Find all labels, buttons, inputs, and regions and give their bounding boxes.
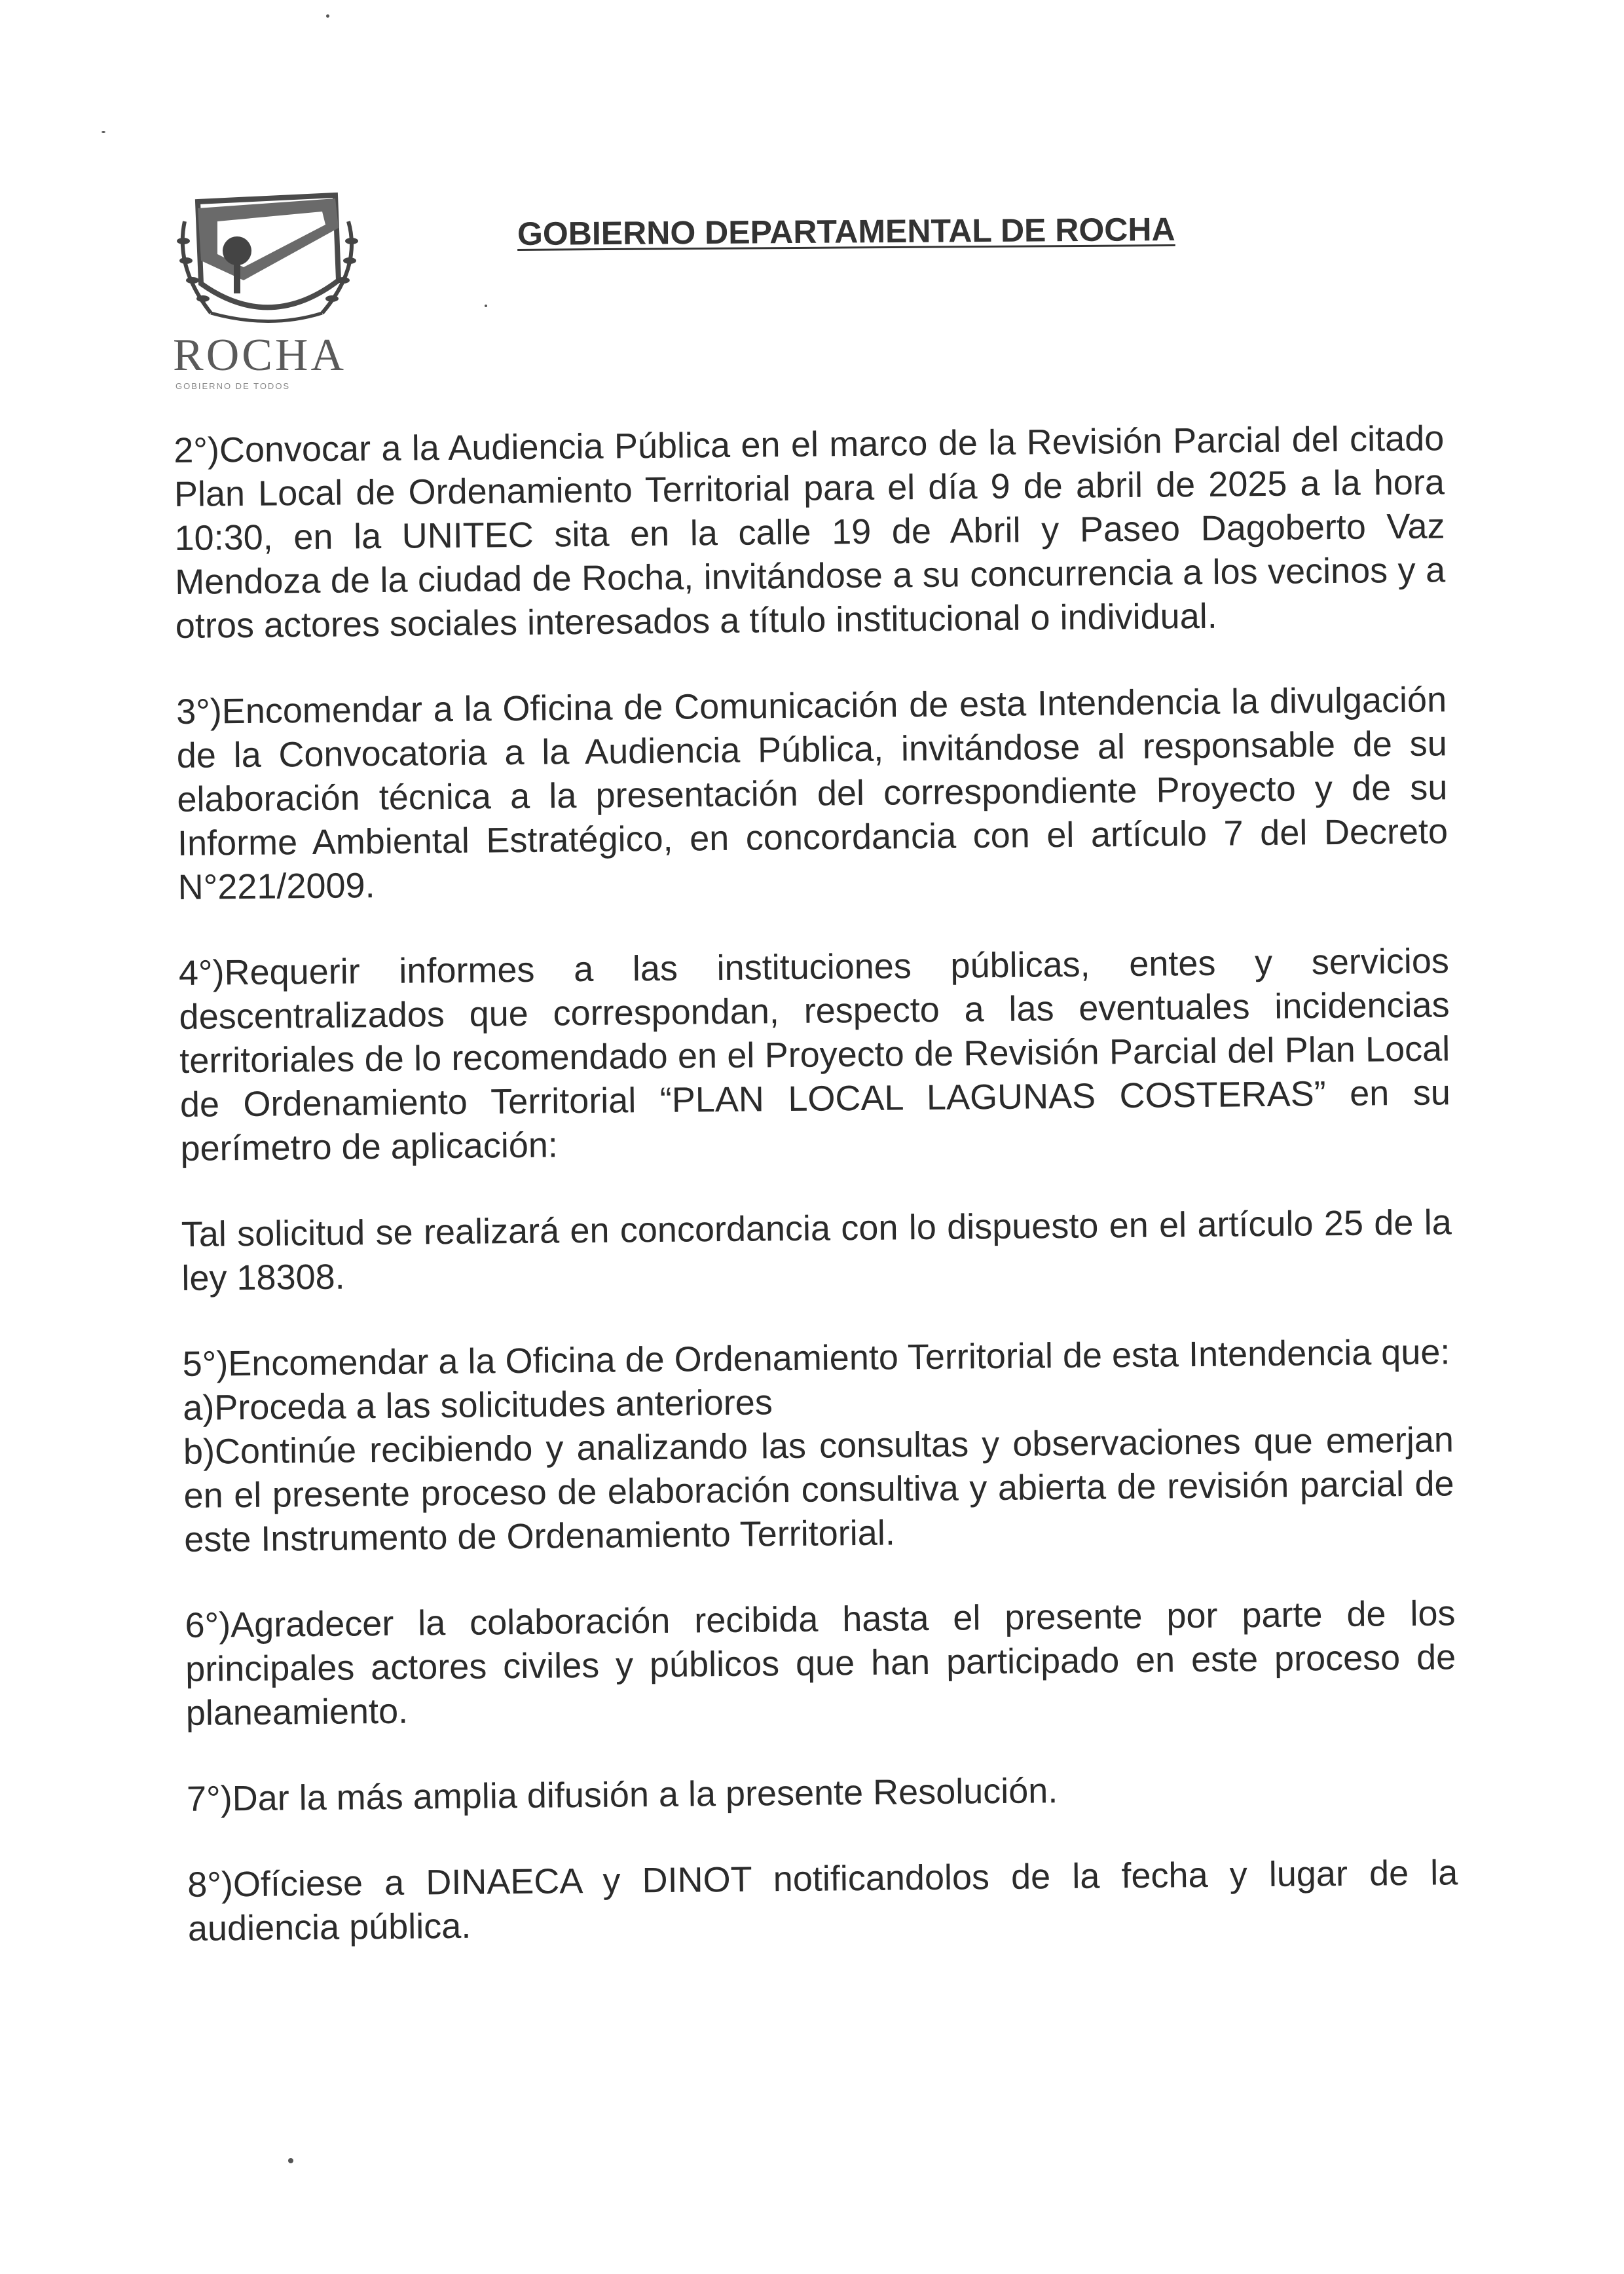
paragraph-item-7: 7°)Dar la más amplia difusión a la presente Resolución. [186, 1771, 1058, 1819]
paragraph-item-6: 6°)Agradecer la colaboración recibida hasta el presente por parte de los principales actores civiles y públicos que han participado en este proceso de planeamiento. [185, 1594, 1456, 1733]
paragraph-item-2: 2°)Convocar a la Audiencia Pública en el marco de la Revisión Parcial del citado Plan Local de Ordenamiento Territorial para el día 9 de abril de 2025 a la hora 10:30, en la UNITEC sita en la calle 19 de Abril y Paseo Dagoberto Vaz Mendoza de la ciudad de Rocha, invitándose a su concurrencia a los vecinos y a otros actores sociales interesados a título institucional o individual. [174, 419, 1446, 646]
paragraph-item-4: 4°)Requerir informes a las instituciones públicas, entes y servicios descentralizados que correspondan, respecto a las eventuales incidencias territoriales de lo recomendado en el Proyecto de Revisión Parcial del Plan Local de Ordenamiento Territorial “PLAN LOCAL LAGUNAS COSTERAS” en su perímetro de aplicación: [178, 941, 1451, 1168]
scan-speck [485, 305, 487, 307]
item-5-intro: 5°)Encomendar a la Oficina de Ordenamiento Territorial de esta Intendencia que: [182, 1332, 1450, 1384]
scan-speck [101, 131, 105, 133]
logo-subtext: GOBIERNO DE TODOS [175, 381, 291, 391]
paragraph-item-8: 8°)Ofíciese a DINAECA y DINOT notificandolos de la fecha y lugar de la audiencia pública. [187, 1853, 1458, 1948]
scan-speck [288, 2158, 293, 2163]
scan-speck [326, 14, 329, 18]
resolution-body [174, 417, 1459, 1993]
item-5-a: a)Proceda a las solicitudes anteriores [183, 1383, 773, 1428]
paragraph-item-5 [182, 1330, 1454, 1562]
item-5-b: b)Continúe recibiendo y analizando las consultas y observaciones que emerjan en el presente proceso de elaboración consultiva y abierta de revisión parcial de este Instrumento de Ordenamiento Territorial. [183, 1420, 1454, 1559]
page-title: GOBIERNO DEPARTAMENTAL DE ROCHA [517, 210, 1175, 252]
paragraph-request-note: Tal solicitud se realizará en concordancia con lo dispuesto en el artículo 25 de la ley 18308. [181, 1202, 1452, 1298]
paragraph-item-3: 3°)Encomendar a la Oficina de Comunicación de esta Intendencia la divulgación de la Convocatoria a la Audiencia Pública, invitándose al responsable de su elaboración técnica a la presentación del correspondiente Proyecto y de su Informe Ambiental Estratégico, en concordancia con el artículo 7 del Decreto N°221/2009. [175, 680, 1449, 907]
logo-wordmark: ROCHA [173, 330, 347, 381]
